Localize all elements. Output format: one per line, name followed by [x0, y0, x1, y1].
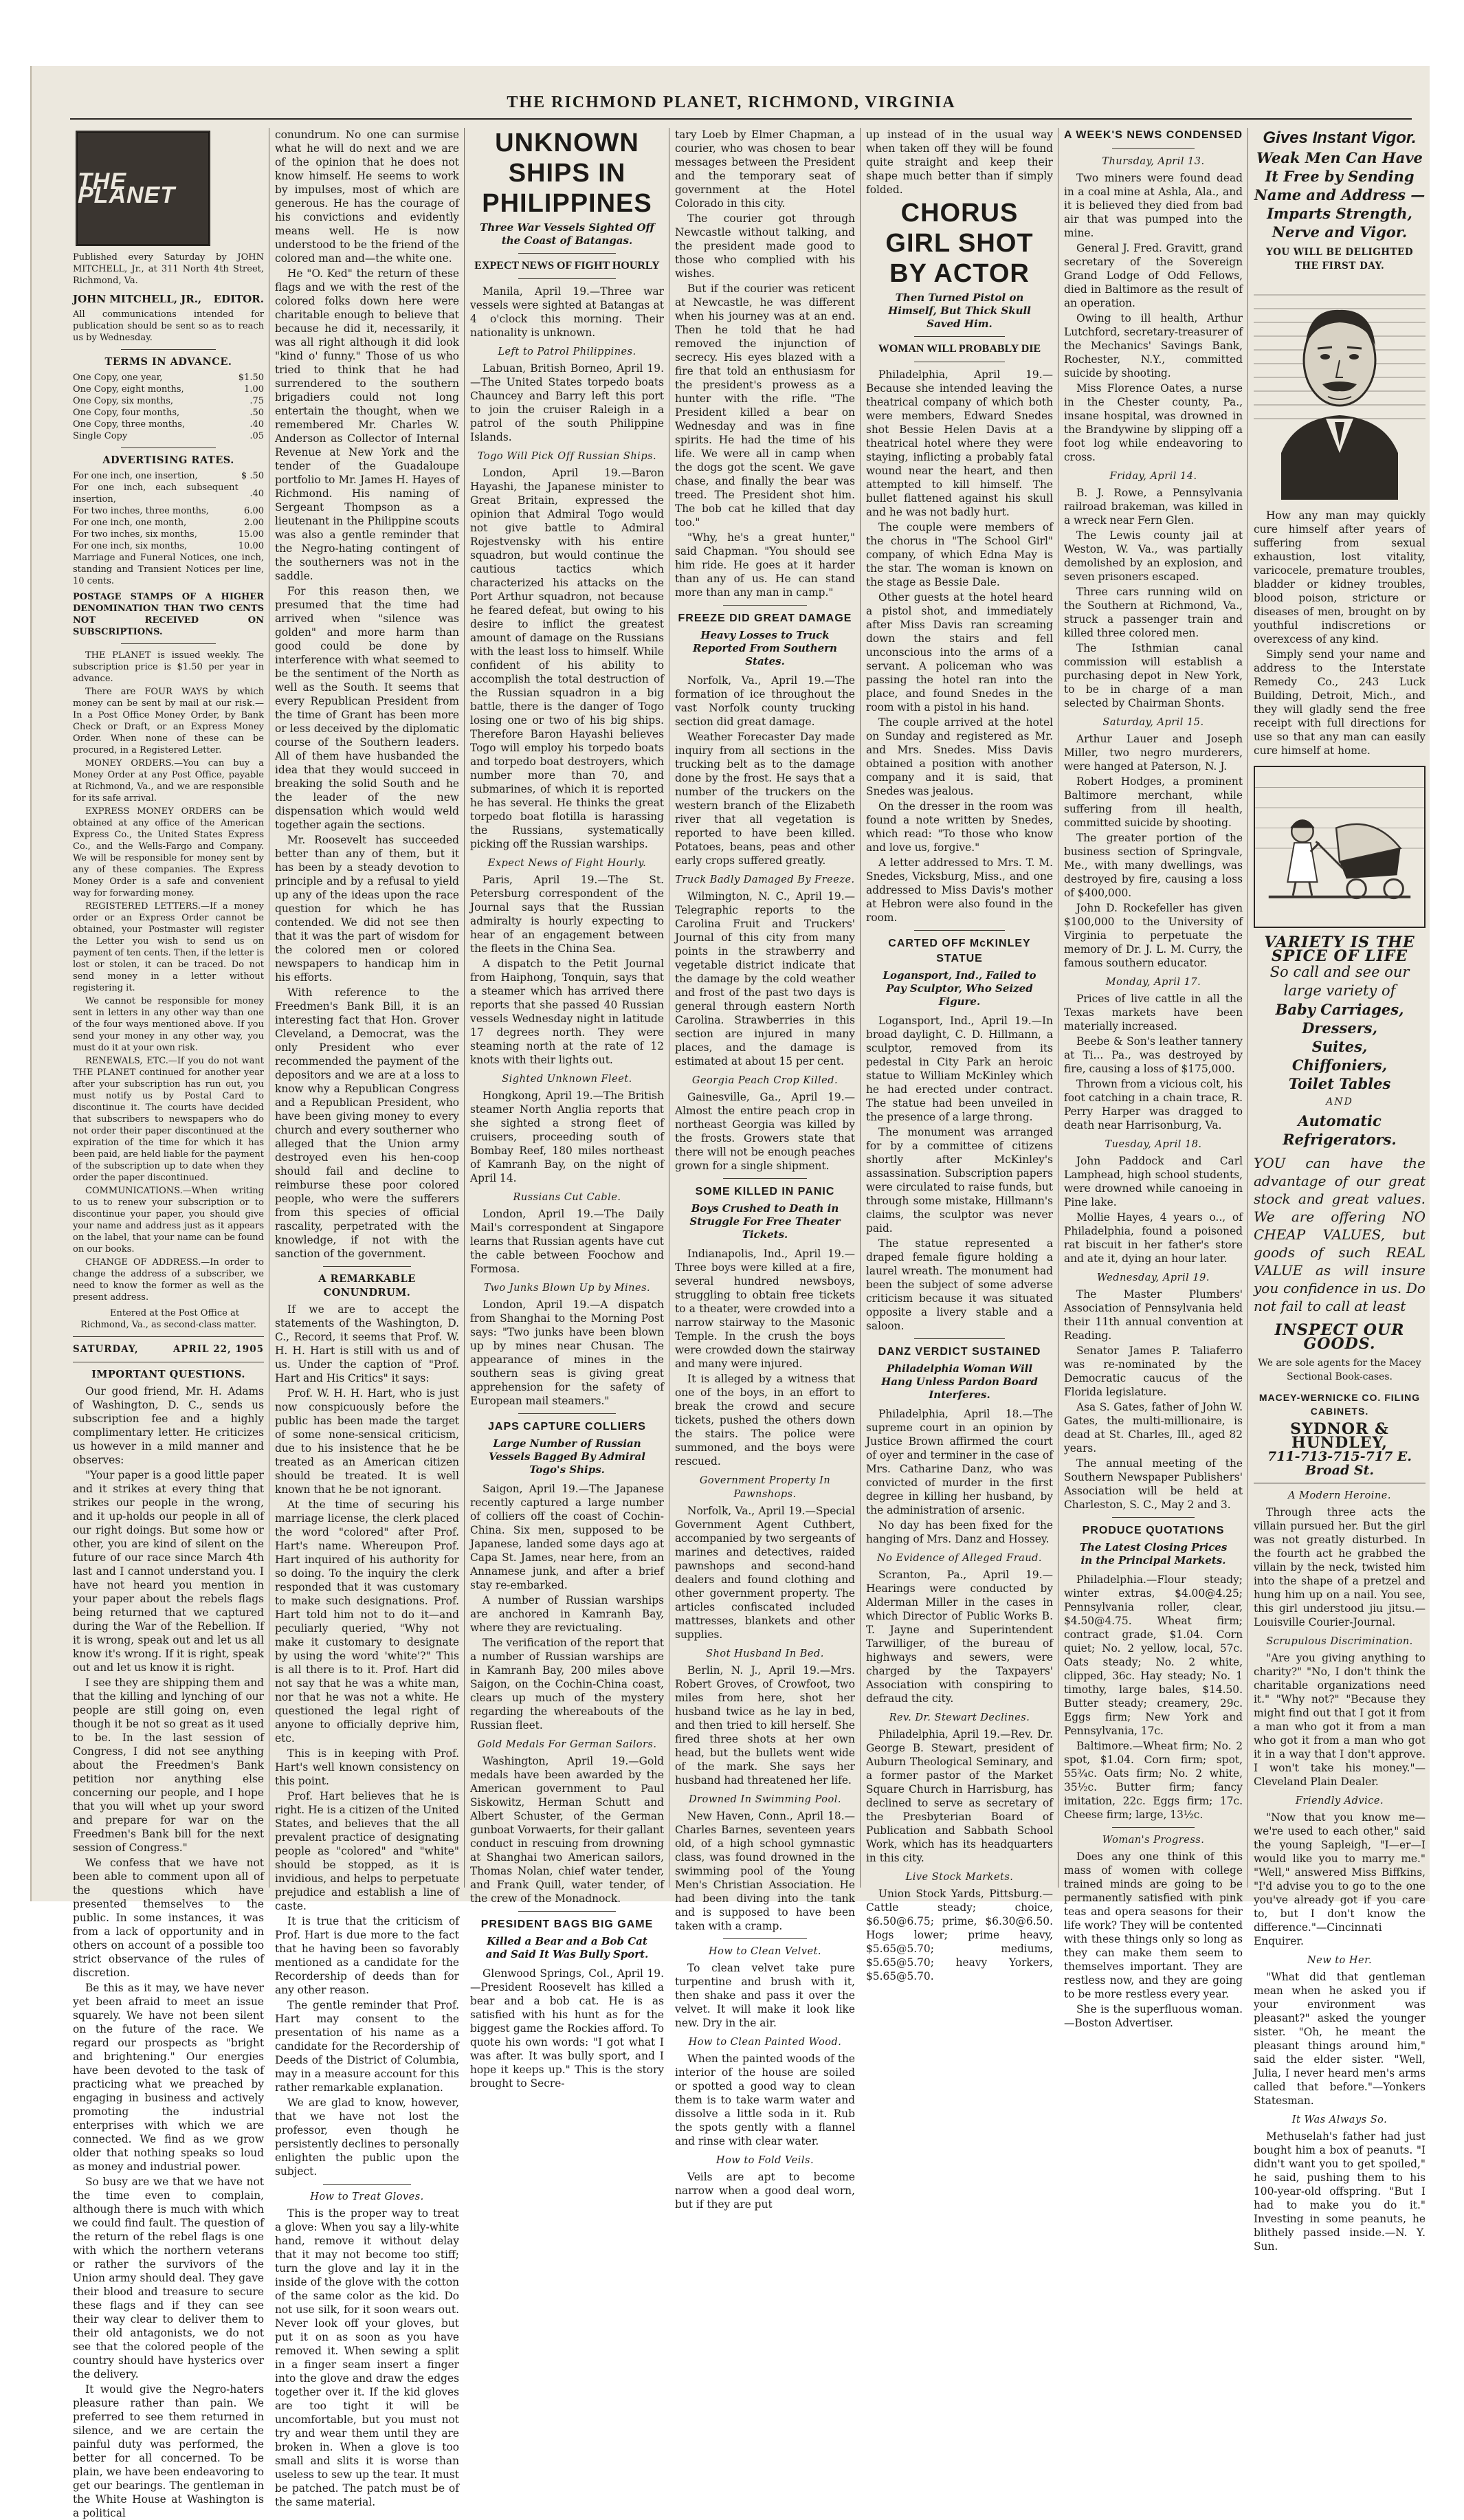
divider — [723, 1938, 807, 1939]
article-paragraph: Norfolk, Va., April 19.—The formation of ice throughout the vast Norfolk county trucking section did great damage. — [675, 674, 855, 728]
article-paragraph: Philadelphia, April 19.—Because she intended leaving the theatrical company of which both were members, Edward Snedes shot Bessie Helen Davis at a theatrical hotel where they were staying, inflicting a probably fatal wound near the heart, and then attempted to kill himself. The bullet flattened against his skull and he was not badly hurt. — [866, 368, 1053, 518]
article-paragraph: tary Loeb by Elmer Chapman, a courier, who was chosen to bear messages between the President and the temporary seat of government at the Hotel Colorado in this city. — [675, 129, 855, 210]
man-portrait-illustration — [1254, 281, 1426, 500]
column-rule — [464, 128, 465, 1888]
ad2-item: Toilet Tables — [1288, 1075, 1391, 1092]
communications-note: All communications intended for publication should be sent so as to reach us by Wednesday. — [73, 309, 264, 343]
subhead: Drowned In Swimming Pool. — [689, 1794, 841, 1805]
rate-row — [73, 529, 264, 540]
rate-value: .75 — [249, 396, 264, 406]
editorial-paragraph: Be this as it may, we have never yet been afraid to meet an issue squarely. We have not been silent on the future of the race. We regard our prospects as "bright and brightening." Our energies have been devoted to the task of practicing what we preached by engaging in business and actively promoting the industrial enterprises with which we are connected. We find as we grow older that nothing speaks so loud as money and industrial power. — [73, 1982, 264, 2173]
editorial-paragraph: So busy are we that we have not the time even to complain, although there is much with which we could find fault. The question of the return of the rebel flags is one with which the northern veterans or rather the survivors of the Union army should deal. They gave their blood and treasure to secure these flags and if they can see their way clear to deliver them to their old antagonists, we do not see that the colored people of the country should have hysterics over the delivery. — [73, 2176, 264, 2380]
anecdote-title: Scrupulous Discrimination. — [1266, 1636, 1413, 1647]
editorial-paragraph: He "O. Ked" the return of these flags and we with the rest of the colored folks down here were charitable enough to believe that because he did it, necessarily, it was all right although it did look "kind o' funny." Those of us who tried to think that he had surrendered to the southern brigadiers could not long entertain the thought, when we remembered Mr. Charles W. Anderson as Collector of Internal Revenue at New York and the tender of the Guadaloupe portfolio to Mr. James H. Hayes of Richmond. His naming of Sergeant Thompson as a lieutenant in the Philippine scouts was also a gentle reminder that the Negro-hating contingent of the southerners was not in the saddle. — [275, 267, 459, 582]
editorial-paragraph: Mr. Roosevelt has succeeded better than any of them, but it has been by a steady devotion to principle and by a refusal to yield up any of the ideas upon the race question for which he has contended. We did not see then that it was the part of wisdom for the colored men or colored newspapers to handicap him in his efforts. — [275, 834, 459, 984]
rate-value: 1.00 — [244, 384, 264, 395]
article-paragraph: It is true that the criticism of Prof. Hart is due more to the fact that he having been so favorably mentioned as a candidate for the Recordership of deeds than for any other reason. — [275, 1915, 459, 1996]
rate-value: .40 — [249, 419, 264, 430]
marriage-notice: Marriage and Funeral Notices, one inch, standing and Transient Notices per line, 10 cents. — [73, 553, 264, 586]
article-paragraph: Weather Forecaster Day made inquiry from all sections in the trucking belt as to the damage done by the frost. He says that a number of the truckers on the western branch of the Elizabeth river that all vegetation is reported to have been killed. Potatoes, beans, peas and other early crops suffered greatly. — [675, 731, 855, 867]
stamps-notice: POSTAGE STAMPS OF A HIGHER DENOMINATION THAN TWO CENTS NOT RECEIVED ON SUBSCRIPTIONS. — [73, 592, 264, 637]
article-paragraph: The couple were members of the chorus in "The School Girl" company, of which Edna May is the star. The woman is known on the stage as Bessie Dale. — [866, 521, 1053, 588]
headline-deck: Heavy Losses to Truck Reported From Southern States. — [693, 629, 837, 667]
news-item: Owing to ill health, Arthur Lutchford, secretary-treasurer of the Mechanics' Savings Bank, Rochester, N.Y., committed suicide by shooting. — [1064, 312, 1243, 379]
news-item: Robert Hodges, a prominent Baltimore merchant, while suffering from ill health, committed suicide by shooting. — [1064, 775, 1243, 829]
headline: DANZ VERDICT SUSTAINED — [878, 1346, 1041, 1358]
article-paragraph: Logansport, Ind., April 19.—In broad daylight, C. D. Hillmann, a sculptor, removed from its pedestal in City Park an heroic statue to William McKinley which he had erected under contract. The statue had been unveiled in the presence of a large throng. — [866, 1015, 1053, 1123]
article-paragraph: London, April 19.—Baron Hayashi, the Japanese minister to Great Britain, expressed the opinion that Admiral Togo would not give battle to Admiral Rojestvensky with his entire squadron, but would continue the cautious tactics which characterized his attacks on the Port Arthur squadron, not because he feared defeat, but owing to his desire to inflict the greatest amount of damage on the Russians with the least loss to himself. While confident of his ability to accomplish the total destruction of the Russian squadron in a big battle, there is the danger of Togo losing one or two of his big ships. Therefore Baron Hayashi believes Togo will employ his torpedo boats and torpedo boat destroyers, which number more than 70, and submarines, of which it is reported he has several. He thinks the great torpedo boat flotilla is harassing the Russians, systematically picking off the Russian warships. — [470, 467, 664, 850]
article-title: A REMARKABLE CONUNDRUM. — [318, 1273, 416, 1298]
article-paragraph: Saigon, April 19.—The Japanese recently captured a large number of colliers off the coast of Cochin-China. Six men, supposed to be Japanese, landed some days ago at Capa St. James, near here, from an Annamese junk, and after a brief stay re-embarked. — [470, 1483, 664, 1591]
date-subhead: Thursday, April 13. — [1102, 156, 1205, 167]
ad2-brand: MACEY-WERNICKE CO. FILING CABINETS. — [1258, 1392, 1421, 1417]
article-paragraph: The statue represented a draped female figure holding a laurel wreath. The monument had been the subject of some adverse criticism because it was situated opposite a livery stable and a saloon. — [866, 1237, 1053, 1332]
column-7 — [1254, 128, 1426, 2253]
newspaper-page — [30, 66, 1430, 2519]
rate-value: $1.50 — [238, 373, 264, 383]
notice-paragraph: RENEWALS, ETC.—If you do not want THE PLANET continued for another year after your subscription has run out, you must notify us by Postal Card to discontinue it. The courts have decided that subscribers to newspapers who do not order their paper discontinued at the expiration of the time for which it has been paid, are held liable for the payment of the subscription up to date when they order the paper discontinued. — [73, 1056, 264, 1183]
anecdote-title: A Modern Heroine. — [1288, 1490, 1391, 1501]
article-paragraph: Other guests at the hotel heard a pistol shot, and immediately after Miss Davis ran screaming down the stairs and fell unconscious into the arms of a servant. A policeman who was passing the hotel ran into the place, and found Snedes in the room with a pistol in his hand. — [866, 591, 1053, 714]
masthead: THE RICHMOND PLANET, RICHMOND, VIRGINIA — [507, 93, 956, 111]
rate-row — [73, 372, 264, 384]
ad-subheadline: Weak Men Can Have It Free by Sending Name and Address — Imparts Strength, Nerve and Vigor. — [1254, 149, 1426, 241]
terms-table — [73, 372, 264, 442]
rate-label: For one inch, one insertion, — [73, 471, 198, 481]
date-subhead: Saturday, April 15. — [1102, 717, 1204, 728]
ad-headline: Gives Instant Vigor. — [1263, 129, 1417, 147]
divider — [518, 278, 616, 279]
entered-notice: Entered at the Post Office at Richmond, Va., as second-class matter. — [80, 1308, 256, 1330]
article-paragraph: London, April 19.—A dispatch from Shanghai to the Morning Post says: "Two junks have been blown up by mines near Chusan. The appearance of mines in the southern seas is giving great apprehension for the safety of European mail steamers." — [470, 1298, 664, 1407]
ad2-address: 711-713-715-717 E. Broad St. — [1267, 1449, 1412, 1478]
ad2-tagline: VARIETY IS THE SPICE OF LIFE — [1264, 933, 1415, 965]
news-item: Two miners were found dead in a coal mine at Ashla, Ala., and it is believed they died from bad air that was pumped into the mine. — [1064, 172, 1243, 239]
headline-deck: Killed a Bear and a Bob Cat and Said It Was Bully Sport. — [485, 1935, 649, 1960]
ad2-intro: So call and see our large variety of — [1269, 964, 1410, 999]
ad2-paragraph: YOU can have the advantage of our great stock and great values. We are offering NO CHEAP VALUES, but goods of such REAL VALUE as will insure you confidence in us. Do not fail to call at least — [1254, 1155, 1426, 1314]
editorial-title: IMPORTANT QUESTIONS. — [91, 1369, 245, 1380]
divider — [518, 253, 616, 254]
article-paragraph: A number of Russian warships are anchored in Kamranh Bay, where they are revictualing. — [470, 1594, 664, 1634]
column-5 — [866, 128, 1053, 1982]
terms-title: TERMS IN ADVANCE. — [104, 356, 232, 368]
headline-deck: Philadelphia Woman Will Hang Unless Pardon Board Interferes. — [881, 1362, 1038, 1401]
article-paragraph: "Why, he's a great hunter," said Chapman. "You should see him ride. He goes at it harder than any of us. He can stand more than any man in camp." — [675, 531, 855, 599]
editorial-paragraph: For this reason then, we presumed that the time had arrived when "silence was golden" and more harm than good could be done by interference with what seemed to be the sentiment of the North as well as the South. It seems that every Republican President from the time of Grant has been more or less deceived by the diplomatic course of the Southern leaders. All of them have husbanded the idea that they would succeed in breaking the solid South and he the leader of the new dispensation which would weld together again the sections. — [275, 585, 459, 831]
news-item: General J. Fred. Gravitt, grand secretary of the Sovereign Grand Lodge of Odd Fellows, died in Baltimore as the result of an operation. — [1064, 242, 1243, 309]
editor-title: EDITOR. — [213, 293, 264, 305]
article-paragraph: The monument was arranged for by a committee of citizens shortly after McKinley's assassination. Subscription papers were circulated to raise funds, but through some mistake, Hillmann's claims, the sculptor was never paid. — [866, 1126, 1053, 1235]
ad2-item: Baby Carriages, — [1275, 1001, 1404, 1018]
ad2-item: Chiffoniers, — [1291, 1057, 1388, 1074]
subhead: Sighted Unknown Fleet. — [502, 1074, 632, 1085]
divider — [73, 1336, 264, 1337]
article-paragraph: Philadelphia, April 18.—The supreme court in an opinion by Justice Brown affirmed the court of oyer and terminer in the case of Mrs. Catharine Danz, who was convicted of murder in the first degree in killing her husband, by the administration of arsenic. — [866, 1408, 1053, 1516]
rate-label: One Copy, four months, — [73, 408, 180, 418]
editorial-paragraph: With reference to the Freedmen's Bank Bill, it is an interesting fact that Hon. Grover Cleveland, a Democrat, was the only President who ever recommended the payment of the depositors and we are at a loss to know why a Republican Congress and a Republican President, who have been giving money to every church and every southerner who alleged that the Union army destroyed even his hen-coop should fail and decline to reimburse these poor colored people, who were the sufferers from this species of official rascality, perpetrated with the knowledge, if not with the sanction of the government. — [275, 986, 459, 1260]
subhead: How to Clean Painted Wood. — [688, 2037, 842, 2048]
news-item: The annual meeting of the Southern Newspaper Publishers' Association will be held at Charleston, S. C., May 2 and 3. — [1064, 1457, 1243, 1511]
date-subhead: Tuesday, April 18. — [1105, 1139, 1202, 1150]
divider — [518, 1413, 616, 1414]
anecdote-text: "Now that you know me—we're used to each other," said the young Sapleigh, "I—er—I would like you to marry me." "Well," answered Miss Biffkins, "I'd advise you to go to the one you've already got if you care to, but I don't know the difference."—Cincinnati Enquirer. — [1254, 1811, 1426, 1947]
column-3 — [470, 128, 664, 2090]
ad2-item: Automatic Refrigerators. — [1283, 1112, 1397, 1148]
headline-deck: Logansport, Ind., Failed to Pay Sculptor, Who Seized Figure. — [883, 969, 1036, 1008]
market-report: Baltimore.—Wheat firm; No. 2 spot, $1.04. Corn firm; spot, 55¾c. Oats firm; No. 2 white, 35½c. Butter firm; fancy imitation, 22c. Eggs firm; 17c. Cheese firm; large, 13½c. — [1064, 1740, 1243, 1821]
news-item: John Paddock and Carl Lamphead, high school students, were drowned while canoeing in Pine lake. — [1064, 1155, 1243, 1208]
subhead: Left to Patrol Philippines. — [498, 346, 636, 357]
ad2-inspect: INSPECT OUR GOODS. — [1274, 1321, 1405, 1353]
divider — [914, 1338, 1005, 1339]
rate-value: .05 — [249, 431, 264, 441]
rate-row — [73, 395, 264, 407]
anecdote-text: "Are you giving anything to charity?" "No, I don't think the charitable organizations need it." "Why not?" "Because they might find out that I got it from a man who got it from a man who got it from a man who got it in a way that I don't approve. I won't take his money."—Cleveland Plain Dealer. — [1254, 1652, 1426, 1788]
notice-paragraph: There are FOUR WAYS by which money can be sent by mail at our risk.—In a Post Office Money Order, by Bank Check or Draft, or an Express Money Order. When none of these can be procured, in a Registered Letter. — [73, 687, 264, 755]
headline-deck: The Latest Closing Prices in the Principal Markets. — [1079, 1541, 1228, 1567]
article-paragraph: Manila, April 19.—Three war vessels were sighted at Batangas at 4 o'clock this morning. Their nationality is unknown. — [470, 285, 664, 339]
subhead: Expect News of Fight Hourly. — [487, 858, 647, 869]
divider — [723, 605, 807, 606]
article-paragraph: But if the courier was reticent at Newcastle, he was different when his journey was at an end. Then he told that he had removed the injunction of secrecy. His eyes blazed with a fire that told an enthusiasm for the president's prowess as a hunter with the rifle. "The President killed a bear on Wednesday and was in fine spirits. He had the time of his life. We were all in camp when the dogs got the scent. We gave chase, and finally the bear was treed. The President shot him. The bob cat he killed that day too." — [675, 283, 855, 529]
divider — [518, 1911, 616, 1912]
rate-label: For one inch, six months, — [73, 541, 188, 551]
divider — [723, 1178, 807, 1179]
subhead: Rev. Dr. Stewart Declines. — [889, 1712, 1030, 1723]
article-paragraph: Philadelphia, April 19.—Rev. Dr. George B. Stewart, president of Auburn Theological Seminary, and a former pastor of the Market Square Church in Harrisburg, has declined to serve as secretary of the Presbyterian Board of Publication and Sabbath School Work, which has its headquarters in this city. — [866, 1728, 1053, 1864]
article-paragraph: Prof. Hart believes that he is right. He is a citizen of the United States, and believes that the all prevalent practice of designating people as "colored" and "white" should be stopped, as it is invidious, and helps to perpetuate prejudice and establish a line of caste. — [275, 1790, 459, 1912]
rate-value: $ .50 — [241, 471, 264, 481]
headline-deck: Then Turned Pistol on Himself, But Thick Skull Saved Him. — [888, 291, 1031, 330]
divider — [1112, 1517, 1195, 1518]
column-2 — [275, 128, 459, 2508]
news-item: Senator James P. Taliaferro was re-nominated by the Democratic caucus of the Florida legislature. — [1064, 1345, 1243, 1398]
rate-label: Single Copy — [73, 431, 128, 441]
divider — [323, 1266, 411, 1267]
subheadline: EXPECT NEWS OF FIGHT HOURLY — [474, 260, 660, 272]
article-paragraph: Norfolk, Va., April 19.—Special Government Agent Cuthbert, accompanied by two sergeants of marines and detectives, raided pawnshops and second-hand dealers and found clothing and other government property. The articles confiscated included mattresses, blankets and other supplies. — [675, 1505, 855, 1641]
notice-paragraph: CHANGE OF ADDRESS.—In order to change the address of a subscriber, we need to know the former as well as the present address. — [73, 1257, 264, 1303]
rate-label: One Copy, six months, — [73, 396, 174, 406]
article-paragraph: It is alleged by a witness that one of the boys, in an effort to break the crowd and secure tickets, pushed the others down the stairs. The police were summoned, and the boys were rescued. — [675, 1373, 855, 1468]
subhead: Government Property In Pawnshops. — [699, 1475, 831, 1500]
advertising-table — [73, 470, 264, 552]
rate-row — [73, 419, 264, 430]
ad2-and: AND — [1326, 1096, 1353, 1107]
column-rule — [860, 128, 861, 1888]
rate-row — [73, 540, 264, 552]
headline: CARTED OFF McKINLEY STATUE — [888, 938, 1031, 964]
advertising-title: ADVERTISING RATES. — [102, 454, 234, 466]
editorial-paragraph: It would give the Negro-haters pleasure rather than pain. We preferred to see them returned in silence, and we are certain the painful duty was performed, the better for all concerned. To be plain, we have been endeavoring to get our bearings. The gentleman in the White House at Washington is a political — [73, 2383, 264, 2519]
article-paragraph: When the painted woods of the interior of the house are soiled or spotted a good way to clean them is to take warm water and dissolve a little soda in it. Rub the spots gently with a flannel and rinse with clear water. — [675, 2053, 855, 2147]
rate-label: One Copy, one year, — [73, 373, 163, 383]
date-subhead: Friday, April 14. — [1109, 471, 1197, 482]
news-item: The Master Plumbers' Association of Pennsylvania held their 11th annual convention at Reading. — [1064, 1288, 1243, 1342]
article-paragraph: We are glad to know, however, that we have not lost the professor, even though he persistently declines to personally enlighten the public upon the subject. — [275, 2097, 459, 2178]
article-paragraph: The gentle reminder that Prof. Hart may consent to the presentation of his name as a candidate for the Recordership of Deeds of the District of Columbia, may in a measure account for this rather remarkable explanation. — [275, 1999, 459, 2094]
article-paragraph: up instead of in the usual way when taken off they will be found quite straight and keep their shape much better than if simply folded. — [866, 129, 1053, 196]
masthead-rule — [70, 118, 1412, 120]
article-title: How to Treat Gloves. — [310, 2191, 424, 2202]
subhead: Live Stock Markets. — [905, 1872, 1014, 1883]
anecdote-text: Methuselah's father had just bought him a box of peanuts. "I didn't want you to get spoiled," he said, pushing them to his 100-year-old offspring. "But I had to make you do it." Investing in some peanuts, he blithely passed inside.—N. Y. Sun. — [1254, 2130, 1426, 2253]
rate-value: .40 — [249, 488, 264, 499]
article-paragraph: This is the proper way to treat a glove: When you say a lily-white hand, remove it without delay that it may not become too stiff; turn the glove and lay it in the inside of the glove with the cotton of the same color as the kid. Do not use silk, for it soon wears out. Never look off your gloves, but put it on as soon as you have removed it. When sewing a split in a finger seam insert a finger into the glove and draw the edges together over it. If the kid gloves are too tight it will be uncomfortable, but you must not try and wear them until they are broken in. When a glove is too small and slits it is worse than useless to sew up the tear. It must be patched. The patch must be of the same material. — [275, 2207, 459, 2508]
article-paragraph: Wilmington, N. C., April 19.—Telegraphic reports to the Carolina Fruit and Truckers' Journal of this city from many points in the strawberry and vegetable district indicate that the damage by the cold weather and frost of the past two days is general through eastern North Carolina. Strawberries in this section are injured in many places, and the damage is estimated at about 15 per cent. — [675, 890, 855, 1068]
article-paragraph: Berlin, N. J., April 19.—Mrs. Robert Groves, of Crowfoot, two miles from here, shot her husband twice as he lay in bed, and then tried to kill herself. She fired three shots at her own head, but the bullets went wide of the mark. She says her husband had threatened her life. — [675, 1664, 855, 1787]
subhead: No Evidence of Alleged Fraud. — [876, 1553, 1043, 1564]
subhead: How to Fold Veils. — [716, 2155, 814, 2166]
article-paragraph: No day has been fixed for the hanging of Mrs. Danz and Hossey. — [866, 1519, 1053, 1545]
news-item: Arthur Lauer and Joseph Miller, two negro murderers, were hanged at Paterson, N. J. — [1064, 733, 1243, 773]
article-paragraph: Indianapolis, Ind., April 19.—Three boys were killed at a fire, several hundred newsboys, struggling to obtain free tickets to a theater, were crowded into a narrow stairway to the Masonic Temple. In the crush the boys were crowded down the stairway and many were injured. — [675, 1248, 855, 1370]
subhead: Shot Husband In Bed. — [706, 1648, 824, 1659]
headline: PRODUCE QUOTATIONS — [1082, 1525, 1225, 1536]
news-item: Miss Florence Oates, a nurse in the Chester county, Pa., insane hospital, was drowned in the Brandywine by slipping off a foot log while endeavoring to cross. — [1064, 382, 1243, 463]
news-item: B. J. Rowe, a Pennsylvania railroad brakeman, was killed in a wreck near Fern Glen. — [1064, 487, 1243, 527]
headline: SOME KILLED IN PANIC — [695, 1186, 835, 1197]
rate-value: .50 — [249, 408, 264, 418]
editorial-paragraph: "Your paper is a good little paper and it strikes at every thing that strikes our people in the wrong, and it up-holds our people in all of our right doings. But some how or other, you are kind of silent on the future of our race since March 4th last and I cannot understand you. I have not heard you mention in your paper about the rebels flags being returned that we captured during the War of the Rebellion. If it is wrong, speak out and let us all know it's wrong. If it is right, speak out and let us know it is right. — [73, 1469, 264, 1674]
news-item: Beebe & Son's leather tannery at Ti... Pa., was destroyed by fire, causing a loss of $175,000. — [1064, 1035, 1243, 1075]
headline: JAPS CAPTURE COLLIERS — [488, 1421, 646, 1433]
publisher-info: Published every Saturday by JOHN MITCHELL, Jr., at 311 North 4th Street, Richmond, Va. — [73, 252, 264, 286]
subheadline: WOMAN WILL PROBABLY DIE — [878, 343, 1041, 355]
headline: A WEEK'S NEWS CONDENSED — [1064, 129, 1243, 141]
anecdote-title: New to Her. — [1307, 1955, 1373, 1966]
rate-label: For two inches, six months, — [73, 529, 197, 540]
market-report: Philadelphia.—Flour steady; winter extras, $4.00@4.25; Pennsylvania roller, clear, $4.50@4.75. Wheat firm; contract grade, $1.04. Corn quiet; No. 2 yellow, local, 57c. Oats steady; No. 2 white, clipped, 36c. Hay steady; No. 1 timothy, large bales, $14.50. Butter steady; creamery, 29c. Eggs firm; New York and Pennsylvania, 17c. — [1064, 1573, 1243, 1737]
subhead: Georgia Peach Crop Killed. — [691, 1075, 839, 1086]
notice-paragraph: EXPRESS MONEY ORDERS can be obtained at any office of the American Express Co., the United States Express Co., and the Wells-Fargo and Company. We will be responsible for money sent by any of these companies. The Express Money Order is a safe and convenient way for forwarding money. — [73, 806, 264, 898]
notice-paragraph: COMMUNICATIONS.—When writing to us to renew your subscription or to discontinue your paper, you should give your name and address just as it appears on the label, that your name can be found on our books. — [73, 1186, 264, 1255]
article-paragraph: Veils are apt to become narrow when a good deal worn, but if they are put — [675, 2171, 855, 2211]
column-4 — [675, 128, 855, 2211]
editor-name: JOHN MITCHELL, JR., — [73, 293, 202, 305]
rate-row — [73, 384, 264, 395]
rate-row — [73, 470, 264, 482]
article-paragraph: London, April 19.—The Daily Mail's correspondent at Singapore learns that Russian agents have cut the cable between Foochow and Formosa. — [470, 1208, 664, 1275]
news-item: Prices of live cattle in all the Texas markets have been materially increased. — [1064, 993, 1243, 1032]
anecdote-text: Through three acts the villain pursued her. But the girl was not greatly disturbed. In the fourth act he grabbed the villain by the neck, twisted him into the shape of a pretzel and hung him up on a nail. You see, this girl understood jiu jitsu.—Louisville Courier-Journal. — [1254, 1506, 1426, 1628]
ad-paragraph: How any man may quickly cure himself after years of suffering from sexual exhaustion, lost vitality, varicocele, premature troubles, bladder or kidney troubles, blood poison, stricture or diseases of men, brought on by youthful indiscretions or overexcess of any kind. — [1254, 509, 1426, 645]
article-paragraph: A dispatch to the Petit Journal from Haiphong, Tonquin, says that a steamer which has arrived there reports that she passed 40 Russian vessels Wednesday night in latitude 17 degrees north. They were steaming north at the rate of 12 knots with their lights out. — [470, 958, 664, 1066]
rate-row — [73, 430, 264, 442]
news-item: Three cars running wild on the Southern at Richmond, Va., struck a passenger train and killed three colored men. — [1064, 586, 1243, 639]
rate-value: 10.00 — [238, 541, 264, 551]
subhead: Gold Medals For German Sailors. — [477, 1739, 657, 1750]
news-item: Mollie Hayes, 4 years o.., of Philadelphia, found a poisoned rat biscuit in her father's store and ate it, dying an hour later. — [1064, 1211, 1243, 1265]
divider — [121, 643, 216, 644]
divider — [914, 336, 1005, 337]
divider — [914, 930, 1005, 931]
article-paragraph: Paris, April 19.—The St. Petersburg correspondent of the Journal says that the Russian admiralty is hourly expecting to hear of an engagement between the fleets in the China Sea. — [470, 874, 664, 955]
article-paragraph: Hongkong, April 19.—The British steamer North Anglia reports that she sighted a strong fleet of cruisers, proceeding south of Bombay Reef, 180 miles northeast of Kamranh Bay, on the night of April 14. — [470, 1090, 664, 1184]
editorial-paragraph: conundrum. No one can surmise what he will do next and we are of the opinion that he does not know himself. He seems to work by impulses, most of which are generous. He has the courage of his convictions and evidently means well. He is now understood to be the friend of the colored man and—the white one. — [275, 129, 459, 265]
rate-value: 15.00 — [238, 529, 264, 540]
news-item: The Lewis county jail at Weston, W. Va., was partially demolished by an explosion, and seven prisoners escaped. — [1064, 529, 1243, 583]
dateline-day: SATURDAY, — [73, 1344, 139, 1355]
date-subhead: Monday, April 17. — [1105, 977, 1201, 988]
ad-tagline: YOU WILL BE DELIGHTED THE FIRST DAY. — [1265, 247, 1414, 272]
baby-carriage-illustration — [1254, 766, 1426, 928]
anecdote-title: It Was Always So. — [1291, 2114, 1388, 2125]
editorial-paragraph: Our good friend, Mr. H. Adams of Washington, D. C., sends us subscription fee and a highly complimentary letter. He criticizes us however in a mild manner and observes: — [73, 1385, 264, 1466]
news-item: Thrown from a vicious colt, his foot catching in a chain trace, R. Perry Harper was dragged to death near Harrisonburg, Va. — [1064, 1078, 1243, 1131]
editorial-paragraph: We confess that we have not been able to comment upon all of the questions which have presented themselves to the public. In some instances, it was from a lack of opportunity and in others on account of a possible too strict observance of the rules of discretion. — [73, 1857, 264, 1979]
headline-deck: Boys Crushed to Death in Struggle For Free Theater Tickets. — [689, 1202, 841, 1241]
dateline-date: APRIL 22, 1905 — [173, 1344, 264, 1355]
subhead: Woman's Progress. — [1102, 1835, 1205, 1846]
subhead: How to Clean Velvet. — [708, 1946, 822, 1957]
headline: PRESIDENT BAGS BIG GAME — [480, 1919, 654, 1930]
rate-value: 2.00 — [244, 518, 264, 528]
rate-label: For two inches, three months, — [73, 506, 209, 516]
column-1 — [73, 128, 264, 2519]
rate-label: One Copy, eight months, — [73, 384, 184, 395]
subhead: Togo Will Pick Off Russian Ships. — [477, 451, 657, 462]
article-paragraph: The couple arrived at the hotel on Sunday and registered as Mr. and Mrs. Snedes. Miss Davis obtained a position with another company and it is said, that Snedes was jealous. — [866, 716, 1053, 797]
headline: UNKNOWN SHIPS IN PHILIPPINES — [482, 129, 652, 218]
editor-line — [73, 292, 264, 306]
divider — [323, 2184, 411, 2185]
anecdote-title: Friendly Advice. — [1295, 1795, 1384, 1806]
headline-deck: Large Number of Russian Vessels Bagged By Admiral Togo's Ships. — [489, 1437, 645, 1476]
column-rule — [1247, 128, 1248, 1888]
subhead: Truck Badly Damaged By Freeze. — [675, 874, 855, 885]
divider — [121, 349, 216, 350]
headline-deck: Three War Vessels Sighted Off the Coast of Batangas. — [480, 221, 654, 247]
article-paragraph: The verification of the report that a number of Russian warships are in Kamranh Bay, 200 miles above Saigon, on the Cochin-China coast, clears up much of the mystery regarding the whereabouts of the Russian fleet. — [470, 1637, 664, 1732]
news-item: John D. Rockefeller has given $100,000 to the University of Virginia to perpetuate the memory of Dr. J. L. M. Curry, the famous southern educator. — [1064, 902, 1243, 969]
article-paragraph: This is in keeping with Prof. Hart's well known consistency on this point. — [275, 1747, 459, 1787]
headline: CHORUS GIRL SHOT BY ACTOR — [885, 199, 1034, 288]
ad2-agents: We are sole agents for the Macey Sectional Book-cases. — [1258, 1358, 1421, 1382]
news-item: The Isthmian canal commission will establish a purchasing depot in New York, to be in charge of a man selected by Chairman Shonts. — [1064, 642, 1243, 709]
rate-label: For one inch, one month, — [73, 518, 187, 528]
article-paragraph: Glenwood Springs, Col., April 19.—President Roosevelt has killed a bear and a bob cat. He is as satisfied with his hunt as for the biggest game the Rockies afford. To quote his own words: "I got what I was after. It was bully sport, and I hope it keeps up." This is the story brought to Secre- — [470, 1967, 664, 2090]
article-paragraph: At the time of securing his marriage license, the clerk placed the word "colored" after Prof. Hart's name. Whereupon Prof. Hart inquired of his authority for so doing. To the inquiry the clerk responded that it was customary to make such designations. Prof. Hart told him not to do it—and peculiarly queried, "Why not make it customary to designate by using the word 'white'?" This is all there is to it. Prof. Hart did not say that he was a white man, nor that he was not a white. He questioned the legal right of anyone to officially deprive him, etc. — [275, 1499, 459, 1745]
article-paragraph: A letter addressed to Mrs. T. M. Snedes, Vicksburg, Miss., and one addressed to Miss Davis's mother at Hebron were also found in the room. — [866, 856, 1053, 924]
notice-paragraph: THE PLANET is issued weekly. The subscription price is $1.50 per year in advance. — [73, 650, 264, 684]
subhead: Russians Cut Cable. — [513, 1192, 621, 1203]
article-paragraph: To clean velvet take pure turpentine and brush with it, then shake and pass it over the velvet. It will make it look like new. Dry in the air. — [675, 1962, 855, 2029]
rate-row — [73, 517, 264, 529]
ad2-item: Suites, — [1311, 1038, 1368, 1055]
divider — [1112, 148, 1195, 149]
ad-paragraph: Simply send your name and address to the Interstate Remedy Co., 243 Luck Building, Detroit, Mich., and they will gladly send the free receipt with full directions for use so that any man can easily cure himself at home. — [1254, 648, 1426, 757]
article-paragraph: Gainesville, Ga., April 19.—Almost the entire peach crop in northeast Georgia was killed by the frosts. Growers state that there will not be enough peaches grown for a single shipment. — [675, 1091, 855, 1172]
editorial-paragraph: I see they are shipping them and that the killing and lynching of our people are still going on, even though it be not so great as it used to be. In the last session of Congress, I did not see anything about the Freedmen's Bank petition nor anything else concerning our people, and I hope that you will whet up your sword and prepare for war on the Freedmen's Bank bill for the next session of Congress." — [73, 1677, 264, 1854]
article-paragraph: New Haven, Conn., April 18.—Charles Barnes, seventeen years old, of a high school gymnastic class, was found drowned in the swimming pool of the Young Men's Christian Association. He had been diving into the tank and is supposed to have been taken with a cramp. — [675, 1810, 855, 1932]
anecdote-text: "What did that gentleman mean when he asked you if your environment was pleasant?" asked the younger sister. "Oh, he meant the pleasant things around him," said the elder sister. "Well, Julia, I never heard men's arms called that before."—Yonkers Statesman. — [1254, 1971, 1426, 2107]
ad2-item: Dressers, — [1302, 1019, 1377, 1037]
article-paragraph: If we are to accept the statements of the Washington, D. C., Record, it seems that Prof. W. H. H. Hart is still with us and of us. Under the caption of "Prof. Hart and His Critics" it says: — [275, 1303, 459, 1384]
article-paragraph: On the dresser in the room was found a note written by Snedes, which read: "To those who know and love us, forgive." — [866, 800, 1053, 854]
rate-row — [73, 407, 264, 419]
rate-label: One Copy, three months, — [73, 419, 186, 430]
news-item: Asa S. Gates, father of John W. Gates, the multi-millionaire, is dead at St. Charles, Ill., aged 82 years. — [1064, 1401, 1243, 1455]
article-paragraph: Washington, April 19.—Gold medals have been awarded by the American government to Paul Siskowitz, Herman Schutt and Albert Schuster, of the German gunboat Vorwaerts, for their gallant conduct in rescuing from drowning at Shanghai two American sailors, Thomas Nolan, chief water tender, and Frank Quill, water tender, of the crew of the Monadnock. — [470, 1755, 664, 1905]
notice-paragraph: REGISTERED LETTERS.—If a money order or an Express Order cannot be obtained, your Postmaster will register the Letter you wish to send us on payment of ten cents. Then, if the letter is lost or stolen, it can be traced. Do not send money in a letter without registering it. — [73, 901, 264, 993]
ad2-firm: SYDNOR & HUNDLEY, — [1290, 1420, 1389, 1452]
article-paragraph: Prof. W. H. H. Hart, who is just now conspicuously before the public has been made the target of some none-sensical criticism, due to his insistence that he be treated as an American citizen should be treated. It is well known that he be not ignorant. — [275, 1387, 459, 1496]
furniture-ad — [1254, 933, 1426, 1384]
article-paragraph: Union Stock Yards, Pittsburg.—Cattle steady; choice, $6.50@6.75; prime, $6.30@6.50. Hogs lower; prime heavy, $5.65@5.70; mediums, $5.65@5.70; heavy Yorkers, $5.65@5.70. — [866, 1888, 1053, 1982]
rate-label: For one inch, each subsequent insertion, — [73, 483, 239, 505]
divider — [121, 447, 216, 448]
headline: FREEZE DID GREAT DAMAGE — [678, 612, 852, 624]
subhead: Two Junks Blown Up by Mines. — [483, 1283, 651, 1294]
notice-paragraph: We cannot be responsible for money sent in letters in any other way than one of the four ways mentioned above. If you send your money in any other way, you must do it at your own risk. — [73, 996, 264, 1053]
article-paragraph: Scranton, Pa., April 19.—Hearings were conducted by Alderman Miller in the cases in which Director of Public Works B. T. Jayne and Superintendent Tarwilliger, of the bureau of highways and sewers, were charged by the Taxpayers' Association with conspiring to defraud the city. — [866, 1569, 1053, 1705]
news-item: The greater portion of the business section of Springvale, Me., with many dwellings, was destroyed by fire, causing a loss of $400,000. — [1064, 832, 1243, 899]
divider — [1112, 1827, 1195, 1828]
column-6 — [1064, 128, 1243, 2029]
rate-value: 6.00 — [244, 506, 264, 516]
article-paragraph: Labuan, British Borneo, April 19.—The United States torpedo boats Chauncey and Barry left this port to join the cruiser Raleigh in a patrol of the south Philippine Islands. — [470, 362, 664, 443]
article-paragraph: The courier got through Newcastle without talking, and the president made good to those who complied with his wishes. — [675, 212, 855, 280]
article-paragraph: She is the superfluous woman.—Boston Advertiser. — [1064, 2003, 1243, 2029]
rate-row — [73, 482, 264, 505]
notice-paragraph: MONEY ORDERS.—You can buy a Money Order at any Post Office, payable at Richmond, Va., and we are responsible for its safe arrival. — [73, 758, 264, 804]
planet-logo: THE PLANET — [76, 131, 210, 246]
dateline — [73, 1342, 264, 1356]
rate-row — [73, 505, 264, 517]
article-paragraph: Does any one think of this mass of women with college trained minds are going to be permanently satisfied with pink teas and opera seasons for their life work? They will be contented with these things only so long as they can make them seem to themselves important. They are restless now, and they are going to be more restless every year. — [1064, 1850, 1243, 2000]
date-subhead: Wednesday, April 19. — [1097, 1272, 1210, 1283]
